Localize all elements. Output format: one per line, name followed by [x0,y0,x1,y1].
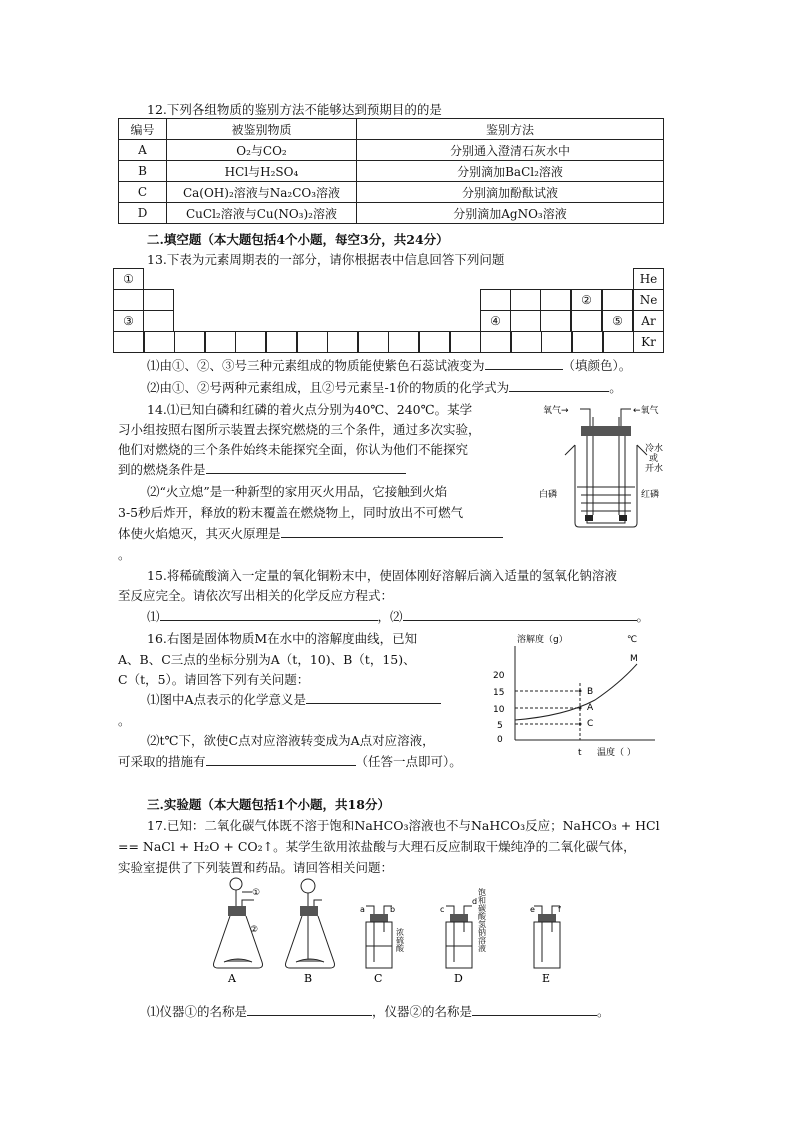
pt-cell [450,331,481,353]
collection-bottle-e [534,922,560,968]
kr-label: Kr [641,335,656,349]
ne-label: Ne [639,293,658,307]
pt-cell [388,331,419,353]
pt-cell [113,331,144,353]
white-phosphorus-label: 白磷 [539,490,558,500]
label-c: C [374,972,383,985]
water-label-2: 或 [649,454,659,464]
pt-cell [540,289,571,311]
pt-cell [297,331,328,353]
label-d: D [454,972,463,985]
pt-cell [572,331,603,353]
beaker [575,445,637,527]
label-e-port: e [530,905,535,914]
pt-cell [541,331,572,353]
answer-blank[interactable] [206,461,406,474]
pt-cell [510,310,541,332]
chart-ylabel: 溶解度（g） [517,635,568,645]
d-reagent: 饱和碳酸氢钠溶液 [477,888,487,952]
pt-cell-3 [113,310,144,332]
pt-cell [480,331,511,353]
pt-cell [540,310,571,332]
mark-3: ③ [123,314,134,328]
pt-cell [174,331,205,353]
header-cell: 鉴别方法 [357,119,664,140]
pt-cell [143,289,174,311]
label-2: ② [250,925,259,935]
label-f-port: f [558,905,561,914]
header-cell: 编号 [119,119,167,140]
apparatus-e [530,905,561,985]
water-label-3: 开水 [645,464,664,474]
table-cell: B [119,161,167,182]
q16-part2b [118,752,462,770]
red-phosphorus [619,515,627,521]
separatory-funnel [230,878,242,890]
table-row [119,182,664,203]
series-label-m: M [630,654,638,664]
answer-blank[interactable] [206,753,356,766]
oxygen-right-label: ←氧气 [633,406,659,416]
q13-p2-text: ⑵由①、②号两种元素组成，且②号元素呈-1价的物质的化学式为 [147,380,510,395]
q14-line1: 14.⑴已知白磷和红磷的着火点分别为40℃、240℃。某学 [147,402,473,417]
q13-part1 [147,356,631,374]
pt-cell-ar [633,310,664,332]
label-c-port: c [440,905,445,914]
apparatus-c [360,905,405,985]
ytick-10: 10 [493,705,505,715]
answer-blank[interactable] [160,608,378,621]
q13-p2-suffix: 。 [609,380,622,395]
label-1: ① [252,888,261,898]
q14-line4 [118,460,406,478]
q17-line1: 17.已知：二氧化碳气体既不溶于饱和NaHCO₃溶液也不与NaHCO₃反应；NaHCO₃ + HCl [147,818,660,833]
section-2-title: 二.填空题（本大题包括4个小题，每空3分，共24分） [147,232,449,247]
table-cell: 分别滴加酚酞试液 [357,182,664,203]
table-row [119,161,664,182]
solubility-chart [485,628,665,763]
q13-part2 [147,378,622,396]
mark-4: ④ [490,314,501,328]
pt-cell [327,331,358,353]
point-b-label: B [587,687,594,697]
answer-blank[interactable] [306,691,441,704]
label-e: E [542,972,551,985]
apparatus-b [286,879,335,985]
label-b-port: b [390,905,396,914]
pt-cell [603,331,634,353]
q15-line3 [147,607,649,625]
q14-line8: 。 [118,547,131,562]
q16-part2a: ⑵t℃下，欲使C点对应溶液转变成为A点对应溶液， [147,733,435,748]
q17-line3: 实验室提供了下列装置和药品。请回答相关问题： [118,860,394,875]
label-a-port: a [360,905,365,914]
point-a [579,707,582,710]
wash-bottle-c [366,922,392,968]
table-cell: 分别滴加BaCl₂溶液 [357,161,664,182]
mark-1: ① [123,272,134,286]
table-cell: Ca(OH)₂溶液与Na₂CO₃溶液 [167,182,357,203]
stopper [581,426,631,436]
q17-part1 [147,1002,610,1020]
pt-cell [144,331,175,353]
answer-blank[interactable] [281,525,503,538]
q16-line2: A、B、C三点的坐标分别为A（t，10)、B（t，15)、 [118,652,416,667]
pt-cell-5 [602,310,633,332]
table-cell: A [119,140,167,161]
ytick-5: 5 [497,721,503,731]
pt-cell-4 [480,310,511,332]
ytick-20: 20 [493,671,505,681]
ar-label: Ar [641,314,656,328]
chart-unit: ℃ [627,635,638,645]
apparatus-a [214,878,263,985]
q15-end: 。 [636,609,650,624]
answer-blank[interactable] [509,379,609,392]
label-b: B [304,972,313,985]
q16-part1 [147,690,441,708]
q16-p1-text: ⑴图中A点表示的化学意义是 [147,692,307,707]
q14-line3: 他们对燃烧的三个条件始终未能探究全面，你认为他们不能探究 [118,442,469,457]
ytick-15: 15 [493,688,505,698]
table-cell: HCl与H₂SO₄ [167,161,357,182]
wash-bottle-d [446,922,472,968]
table-row [119,203,664,224]
table-cell: 分别滴加AgNO₃溶液 [357,203,664,224]
answer-blank[interactable] [472,1003,597,1016]
xtick-t: t [578,748,582,758]
apparatus-figure [200,876,580,988]
q13-p1-text: ⑴由①、②、③号三种元素组成的物质能使紫色石蕊试液变为 [147,358,485,373]
pt-cell [235,331,266,353]
label-a: A [228,972,236,985]
pt-cell [358,331,389,353]
pt-cell-2 [571,289,602,311]
curve-m [515,664,637,720]
point-c [579,723,582,726]
q12-table [118,118,664,224]
point-c-label: C [587,719,594,729]
oxygen-left-label: 氧气→ [543,406,569,416]
q14-line7 [118,524,503,542]
pt-cell-he [633,268,664,290]
pt-cell [511,331,542,353]
pt-cell [419,331,450,353]
q17-p1-end: 。 [597,1004,610,1019]
q15-line2: 至反应完全。请依次写出相关的化学反应方程式： [118,588,394,603]
q14-line2: 习小组按照右图所示装置去探究燃烧的三个条件，通过多次实验， [118,422,481,437]
mark-2: ② [581,293,592,307]
q17-p1-text: ⑴仪器①的名称是 [147,1004,248,1019]
pt-cell [480,289,511,311]
table-row [119,140,664,161]
q15-line1: 15.将稀硫酸滴入一定量的氧化铜粉末中，使固体刚好溶解后滴入适量的氢氧化钠溶液 [147,568,617,583]
white-phosphorus [585,515,593,521]
label-d-port: d [472,897,478,906]
answer-blank[interactable] [403,608,637,621]
pt-cell [266,331,297,353]
red-phosphorus-label: 红磷 [641,490,660,500]
q16-p1-end: 。 [118,713,131,728]
q14-l7-text: 体使火焰熄灭，其灭火原理是 [118,526,281,541]
c-reagent: 浓硫酸 [395,928,405,952]
q17-line2: == NaCl + H₂O + CO₂↑。某学生欲用浓盐酸与大理石反应制取干燥纯净的二氧化碳气体， [118,839,636,854]
chart-xlabel: 温度（ ） [597,748,636,758]
table-cell: D [119,203,167,224]
pt-cell [205,331,236,353]
pt-cell [602,289,633,311]
mark-5: ⑤ [612,314,623,328]
pt-cell [510,289,541,311]
pt-cell-1 [113,268,144,290]
header-cell: 被鉴别物质 [167,119,357,140]
q16-p2b-text: 可采取的措施有 [118,754,206,769]
q16-line1: 16.右图是固体物质M在水中的溶解度曲线，已知 [147,631,418,646]
q15-p1: ⑴ [147,609,160,624]
q13-stem: 13.下表为元素周期表的一部分，请你根据表中信息回答下列问题 [147,252,505,267]
point-a-label: A [587,703,594,713]
answer-blank[interactable] [247,1003,372,1016]
ytick-0: 0 [497,735,503,745]
pt-cell-ne [633,289,664,311]
q16-line3: C（t，5）。请回答下列有关问题： [118,672,310,687]
he-label: He [639,272,658,286]
q17-p1-mid: ，仪器②的名称是 [372,1004,473,1019]
pt-cell [571,310,602,332]
table-cell: 分别通入澄清石灰水中 [357,140,664,161]
table-cell: O₂与CO₂ [167,140,357,161]
q14-l4-text: 到的燃烧条件是 [118,462,206,477]
table-cell: C [119,182,167,203]
q14-line5: ⑵“火立熄”是一种新型的家用灭火用品，它接触到火焰 [147,484,448,499]
q14-line6: 3-5秒后炸开，释放的粉末覆盖在燃烧物上，同时放出不可燃气 [118,505,464,520]
combustion-apparatus-figure [535,395,685,530]
pt-cell [113,289,144,311]
q13-p1-suffix: （填颜色）。 [562,358,632,373]
pt-cell-kr [633,331,664,353]
point-b [579,690,582,693]
section-3-title: 三.实验题（本大题包括1个小题，共18分） [147,797,390,812]
table-header-row [119,119,664,140]
q12-stem: 12.下列各组物质的鉴别方法不能够达到预期目的的是 [147,102,442,117]
apparatus-d [440,887,487,985]
table-cell: CuCl₂溶液与Cu(NO₃)₂溶液 [167,203,357,224]
pt-cell [143,310,174,332]
answer-blank[interactable] [485,357,563,370]
water-label-1: 冷水 [645,444,664,454]
q15-p2: ，⑵ [377,609,403,624]
q16-p2c-text: （任答一点即可）。 [355,754,462,769]
